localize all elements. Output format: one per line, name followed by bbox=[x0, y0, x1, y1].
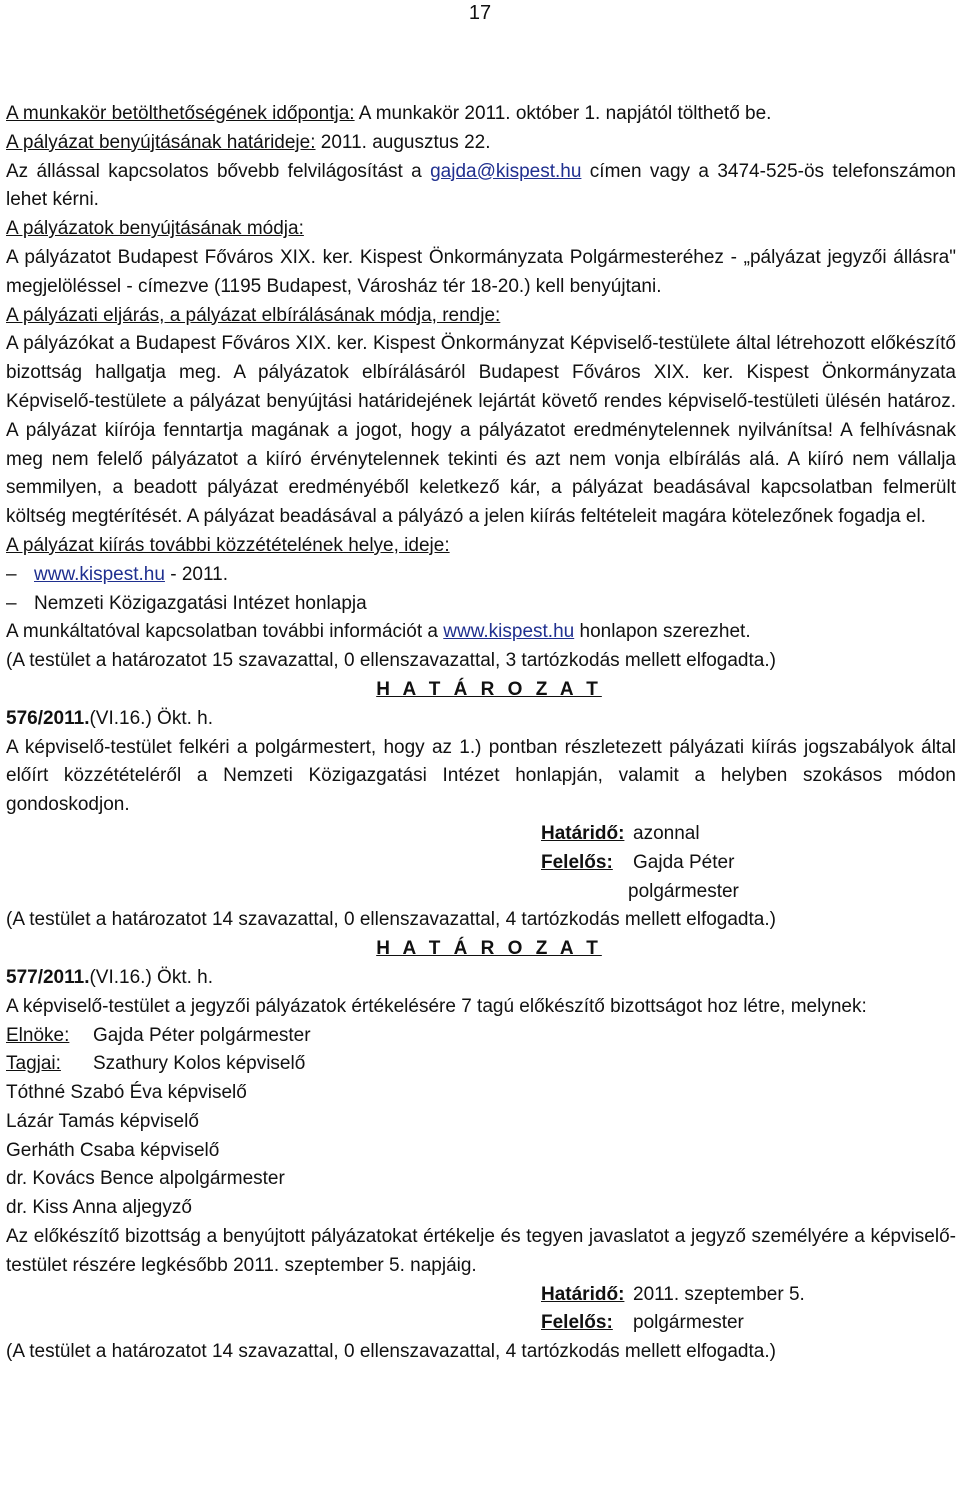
deadline-responsible-block-577 bbox=[541, 1281, 956, 1339]
procedure-text: A pályázókat a Budapest Főváros XIX. ker. Kispest Önkormányzat Képviselő-testülete által létrehozott előkészítő bizottság hallgatja meg. A pályázatok elbírálásáról Budapest Főváros XIX. ker. Kispest Önkormányzata Képviselő-testülete a pályázat benyújtási határidejének lejártát követő rendes képviselő-testületi ülésén határoz. A pályázat kiírója fenntartja magának a jogot, hogy a pályázatot eredménytelennek nyilvánítsa! A felhívásnak meg nem felelő pályázatot a kiíró érvénytelennek tekinti és azt nem vonja elbírálás alá. A kiíró nem vállalja semmilyen, a beadott pályázat eredményéből keletkező kár, a pályázat beadásával kapcsolatban felmerült költség megtérítését. A pályázat beadásával a pályázó a jelen kiírás feltételeit magára kötelezőnek fogadja el. bbox=[6, 333, 956, 528]
procedure-label: A pályázati eljárás, a pályázat elbírálásának módja, rendje: bbox=[6, 304, 501, 326]
publication-item-2-text: Nemzeti Közigazgatási Intézet honlapja bbox=[34, 592, 367, 614]
decision-number-576 bbox=[6, 705, 956, 734]
decision-number-rest: (VI.16.) Ökt. h. bbox=[89, 707, 214, 729]
deadline-label: Határidő: bbox=[541, 1283, 625, 1305]
deadline-label: Határidő: bbox=[541, 822, 625, 844]
start-date-line bbox=[6, 100, 956, 129]
publication-label: A pályázat kiírás további közzétételének helye, ideje: bbox=[6, 534, 450, 556]
chair-value: Gajda Péter polgármester bbox=[93, 1024, 311, 1046]
chair-label: Elnöke: bbox=[6, 1024, 70, 1046]
responsible-label: Felelős: bbox=[541, 851, 613, 873]
deadline-text: 2011. augusztus 22. bbox=[315, 131, 491, 153]
page-number: 17 bbox=[468, 2, 492, 24]
employer-post: honlapon szerezhet. bbox=[574, 621, 751, 643]
deadline-value: 2011. szeptember 5. bbox=[633, 1283, 805, 1305]
deadline-responsible-block-576 bbox=[541, 820, 956, 906]
vote-line-2: (A testület a határozatot 14 szavazattal, 0 ellenszavazattal, 4 tartózkodás mellett elfogadta.) bbox=[6, 909, 776, 931]
kispest-link-2[interactable]: www.kispest.hu bbox=[443, 621, 575, 643]
dash-bullet: – bbox=[6, 563, 17, 585]
members-label: Tagjai: bbox=[6, 1053, 61, 1075]
publication-item-2 bbox=[6, 590, 956, 619]
member-item: dr. Kovács Bence alpolgármester bbox=[6, 1168, 285, 1190]
member-item: Gerháth Csaba képviselő bbox=[6, 1139, 220, 1161]
vote-line-3: (A testület a határozatot 14 szavazattal, 0 ellenszavazattal, 4 tartózkodás mellett elfogadta.) bbox=[6, 1341, 776, 1363]
responsible-value: polgármester bbox=[633, 1312, 744, 1334]
responsible-row bbox=[541, 1309, 956, 1338]
submission-method-text: A pályázatot Budapest Főváros XIX. ker. Kispest Önkormányzata Polgármesteréhez - „pályázat jegyzői állásra" megjelöléssel - címezve (1195 Budapest, Városház tér 18-20.) kell benyújtani. bbox=[6, 246, 956, 297]
responsible-label: Felelős: bbox=[541, 1312, 613, 1334]
start-date-text: A munkakör 2011. október 1. napjától tölthető be. bbox=[354, 103, 772, 124]
decision-text-577: A képviselő-testület a jegyzői pályázatok értékelésére 7 tagú előkészítő bizottságot hoz létre, melynek: bbox=[6, 995, 867, 1017]
info-pre: Az állással kapcsolatos bővebb felvilágosítást a bbox=[6, 160, 431, 182]
document-body bbox=[6, 100, 956, 1367]
members-row bbox=[6, 1050, 956, 1079]
publication-item-1 bbox=[6, 561, 956, 590]
kispest-link[interactable]: www.kispest.hu bbox=[34, 563, 165, 585]
decision-number-577 bbox=[6, 964, 956, 993]
deadline-line bbox=[6, 129, 956, 158]
deadline-row bbox=[541, 820, 956, 849]
member-item: Tóthné Szabó Éva képviselő bbox=[6, 1082, 247, 1104]
start-date-label: A munkakör betölthetőségének időpontja: bbox=[6, 103, 355, 124]
dash-bullet: – bbox=[6, 592, 17, 614]
info-paragraph bbox=[6, 158, 956, 216]
spacer bbox=[541, 878, 628, 907]
responsible-row-2 bbox=[541, 878, 956, 907]
member-item: Lázár Tamás képviselő bbox=[6, 1110, 199, 1132]
decision-number-bold: 577/2011. bbox=[6, 966, 90, 988]
member-item: Szathury Kolos képviselő bbox=[93, 1053, 306, 1075]
vote-line-1: (A testület a határozatot 15 szavazattal, 0 ellenszavazattal, 3 tartózkodás mellett elfogadta.) bbox=[6, 650, 776, 672]
submission-method-label: A pályázatok benyújtásának módja: bbox=[6, 218, 304, 240]
employer-pre: A munkáltatóval kapcsolatban további információt a bbox=[6, 621, 444, 643]
decision-heading-576: H A T Á R O Z A T bbox=[376, 678, 602, 700]
deadline-value: azonnal bbox=[633, 822, 700, 844]
decision-text-577-2: Az előkészítő bizottság a benyújtott pályázatokat értékelje és tegyen javaslatot a jegyző személyére a képviselő-testület részére legkésőbb 2011. szeptember 5. napjáig. bbox=[6, 1226, 956, 1276]
responsible-row bbox=[541, 849, 956, 878]
email-link[interactable]: gajda@kispest.hu bbox=[430, 160, 582, 182]
decision-number-rest: (VI.16.) Ökt. h. bbox=[89, 966, 214, 988]
chair-row bbox=[6, 1022, 956, 1051]
employer-info bbox=[6, 618, 956, 647]
deadline-label: A pályázat benyújtásának határideje: bbox=[6, 131, 316, 153]
decision-heading-577: H A T Á R O Z A T bbox=[376, 938, 602, 960]
responsible-value: Gajda Péter bbox=[633, 851, 735, 873]
member-item: dr. Kiss Anna aljegyző bbox=[6, 1197, 192, 1219]
responsible-title: polgármester bbox=[628, 880, 739, 902]
info-post: címen vagy a 3474-525-ös telefonszámon lehet kérni. bbox=[6, 160, 956, 211]
deadline-row bbox=[541, 1281, 956, 1310]
decision-text-576: A képviselő-testület felkéri a polgármestert, hogy az 1.) pontban részletezett pályázati kiírás jogszabályok által előírt közzétételéről a Nemzeti Közigazgatási Intézet honlapján, valamit a helyben szokásos módon gondoskodjon. bbox=[6, 736, 956, 816]
decision-number-bold: 576/2011. bbox=[6, 707, 90, 729]
publication-item-1-text: - 2011. bbox=[164, 563, 228, 585]
